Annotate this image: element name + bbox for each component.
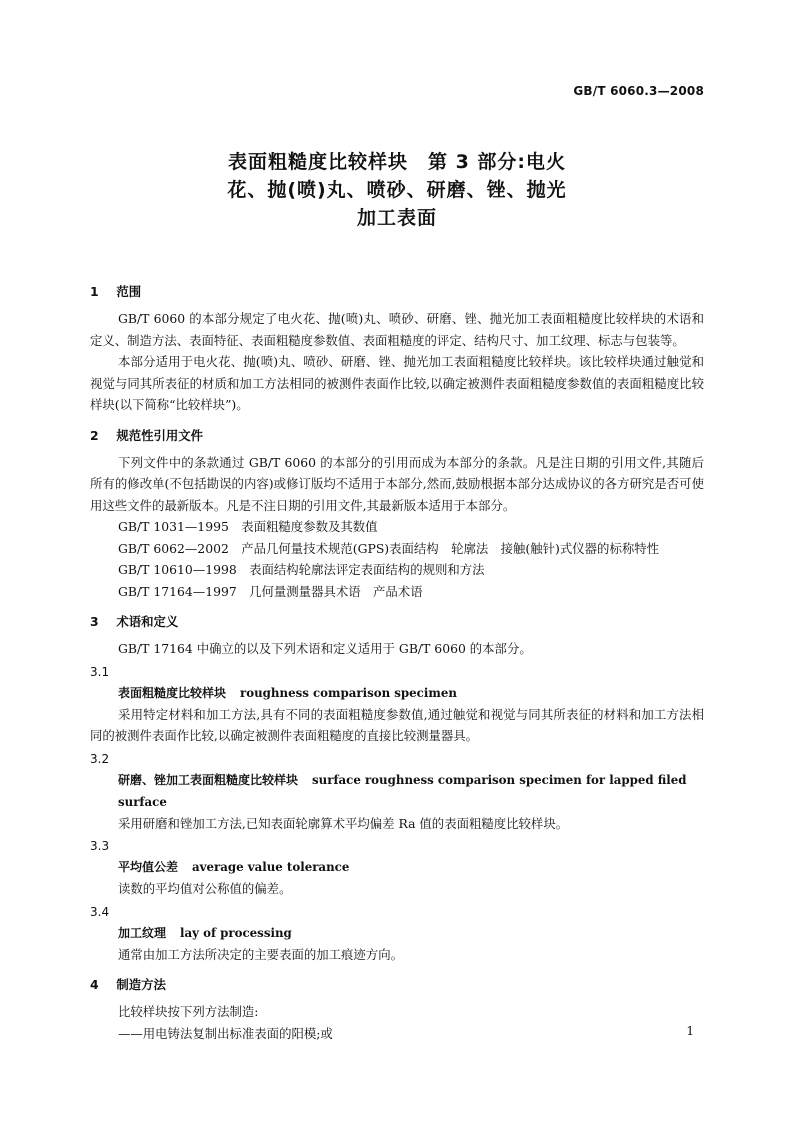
paragraph: 比较样块按下列方法制造: [118,1004,259,1019]
term-zh: 加工纹理 [118,925,167,940]
term-en: surface roughness comparison specimen for lapped filed surface [118,772,687,809]
term-en: average value tolerance [192,860,350,874]
title-line-1: 表面粗糙度比较样块 第 3 部分:电火 [227,151,567,173]
reference-item: GB/T 6062—2002 产品几何量技术规范(GPS)表面结构 轮廓法 接触(触针)式仪器的标称特性 [118,540,660,556]
term-en: lay of processing [180,925,292,940]
term-definition: 采用研磨和锉加工方法,已知表面轮廓算术平均偏差 Ra 值的表面粗糙度比较样块。 [118,815,569,831]
section-number: 2 [90,427,99,443]
reference-item: GB/T 10610—1998 表面结构轮廓法评定表面结构的规则和方法 [118,562,485,577]
section-number: 3 [90,614,99,629]
section-heading [90,975,704,995]
paragraph: GB/T 17164 中确立的以及下列术语和定义适用于 GB/T 6060 的本部分。 [118,641,532,656]
section-heading [90,282,704,302]
term-zh: 平均值公差 [118,860,179,874]
title-line-3: 加工表面 [356,207,437,229]
term-en: roughness comparison specimen [240,685,457,700]
section-title: 范围 [116,284,142,299]
paragraph: 下列文件中的条款通过 GB/T 6060 的本部分的引用而成为本部分的条款。凡是注日期的引用文件,其随后所有的修改单(不包括勘误的内容)或修订版均不适用于本部分,然而,鼓励根据本部分达成协议的各方研究是否可使用这些文件的最新版本。凡是不注日期的引用文件,其最新版本适用于本部分。 [90,454,704,513]
section-number: 4 [90,977,99,992]
term-zh: 表面粗糙度比较样块 [118,685,227,700]
term-heading [90,682,704,704]
term-number: 3.2 [90,751,110,766]
paragraph: 本部分适用于电火花、抛(喷)丸、喷砂、研磨、锉、抛光加工表面粗糙度比较样块。该比较样块通过触觉和视觉与同其所表征的材质和加工方法相同的被测件表面作比较,以确定被测件表面粗糙度参数值的表面粗糙度比较样块(以下简称“比较样块”)。 [90,354,704,412]
term-zh: 研磨、锉加工表面粗糙度比较样块 [118,772,299,787]
title-line-2: 花、抛(喷)丸、喷砂、研磨、锉、抛光 [227,179,567,201]
term-heading [90,922,704,944]
term-heading [90,769,704,813]
document-title [0,148,794,232]
section-title: 制造方法 [116,977,166,992]
reference-item: GB/T 1031—1995 表面粗糙度参数及其数值 [118,519,378,534]
section-title: 规范性引用文件 [116,427,204,443]
standard-code: GB/T 6060.3—2008 [573,84,704,98]
term-definition: 读数的平均值对公称值的偏差。 [118,881,292,896]
section-number: 1 [90,284,99,299]
section-heading [90,426,704,446]
page-number: 1 [686,1024,694,1038]
term-definition: 通常由加工方法所决定的主要表面的加工痕迹方向。 [118,946,403,962]
paragraph: GB/T 6060 的本部分规定了电火花、抛(喷)丸、喷砂、研磨、锉、抛光加工表面粗糙度比较样块的术语和定义、制造方法、表面特征、表面粗糙度参数值、表面粗糙度的评定、结构尺寸、加工纹理、标志与包装等。 [90,311,704,348]
list-item: ——用电铸法复制出标准表面的阳模;或 [118,1025,333,1041]
term-number: 3.3 [90,839,110,853]
term-number: 3.4 [90,904,110,919]
term-definition: 采用特定材料和加工方法,具有不同的表面粗糙度参数值,通过触觉和视觉与同其所表征的材料和加工方法相同的被测件表面作比较,以确定被测件表面粗糙度的直接比较测量器具。 [90,706,704,743]
reference-item: GB/T 17164—1997 几何量测量器具术语 产品术语 [118,583,423,599]
section-heading [90,612,704,632]
term-number: 3.1 [90,664,110,679]
document-body [90,276,704,1044]
term-heading [90,856,704,878]
section-title: 术语和定义 [116,614,179,629]
